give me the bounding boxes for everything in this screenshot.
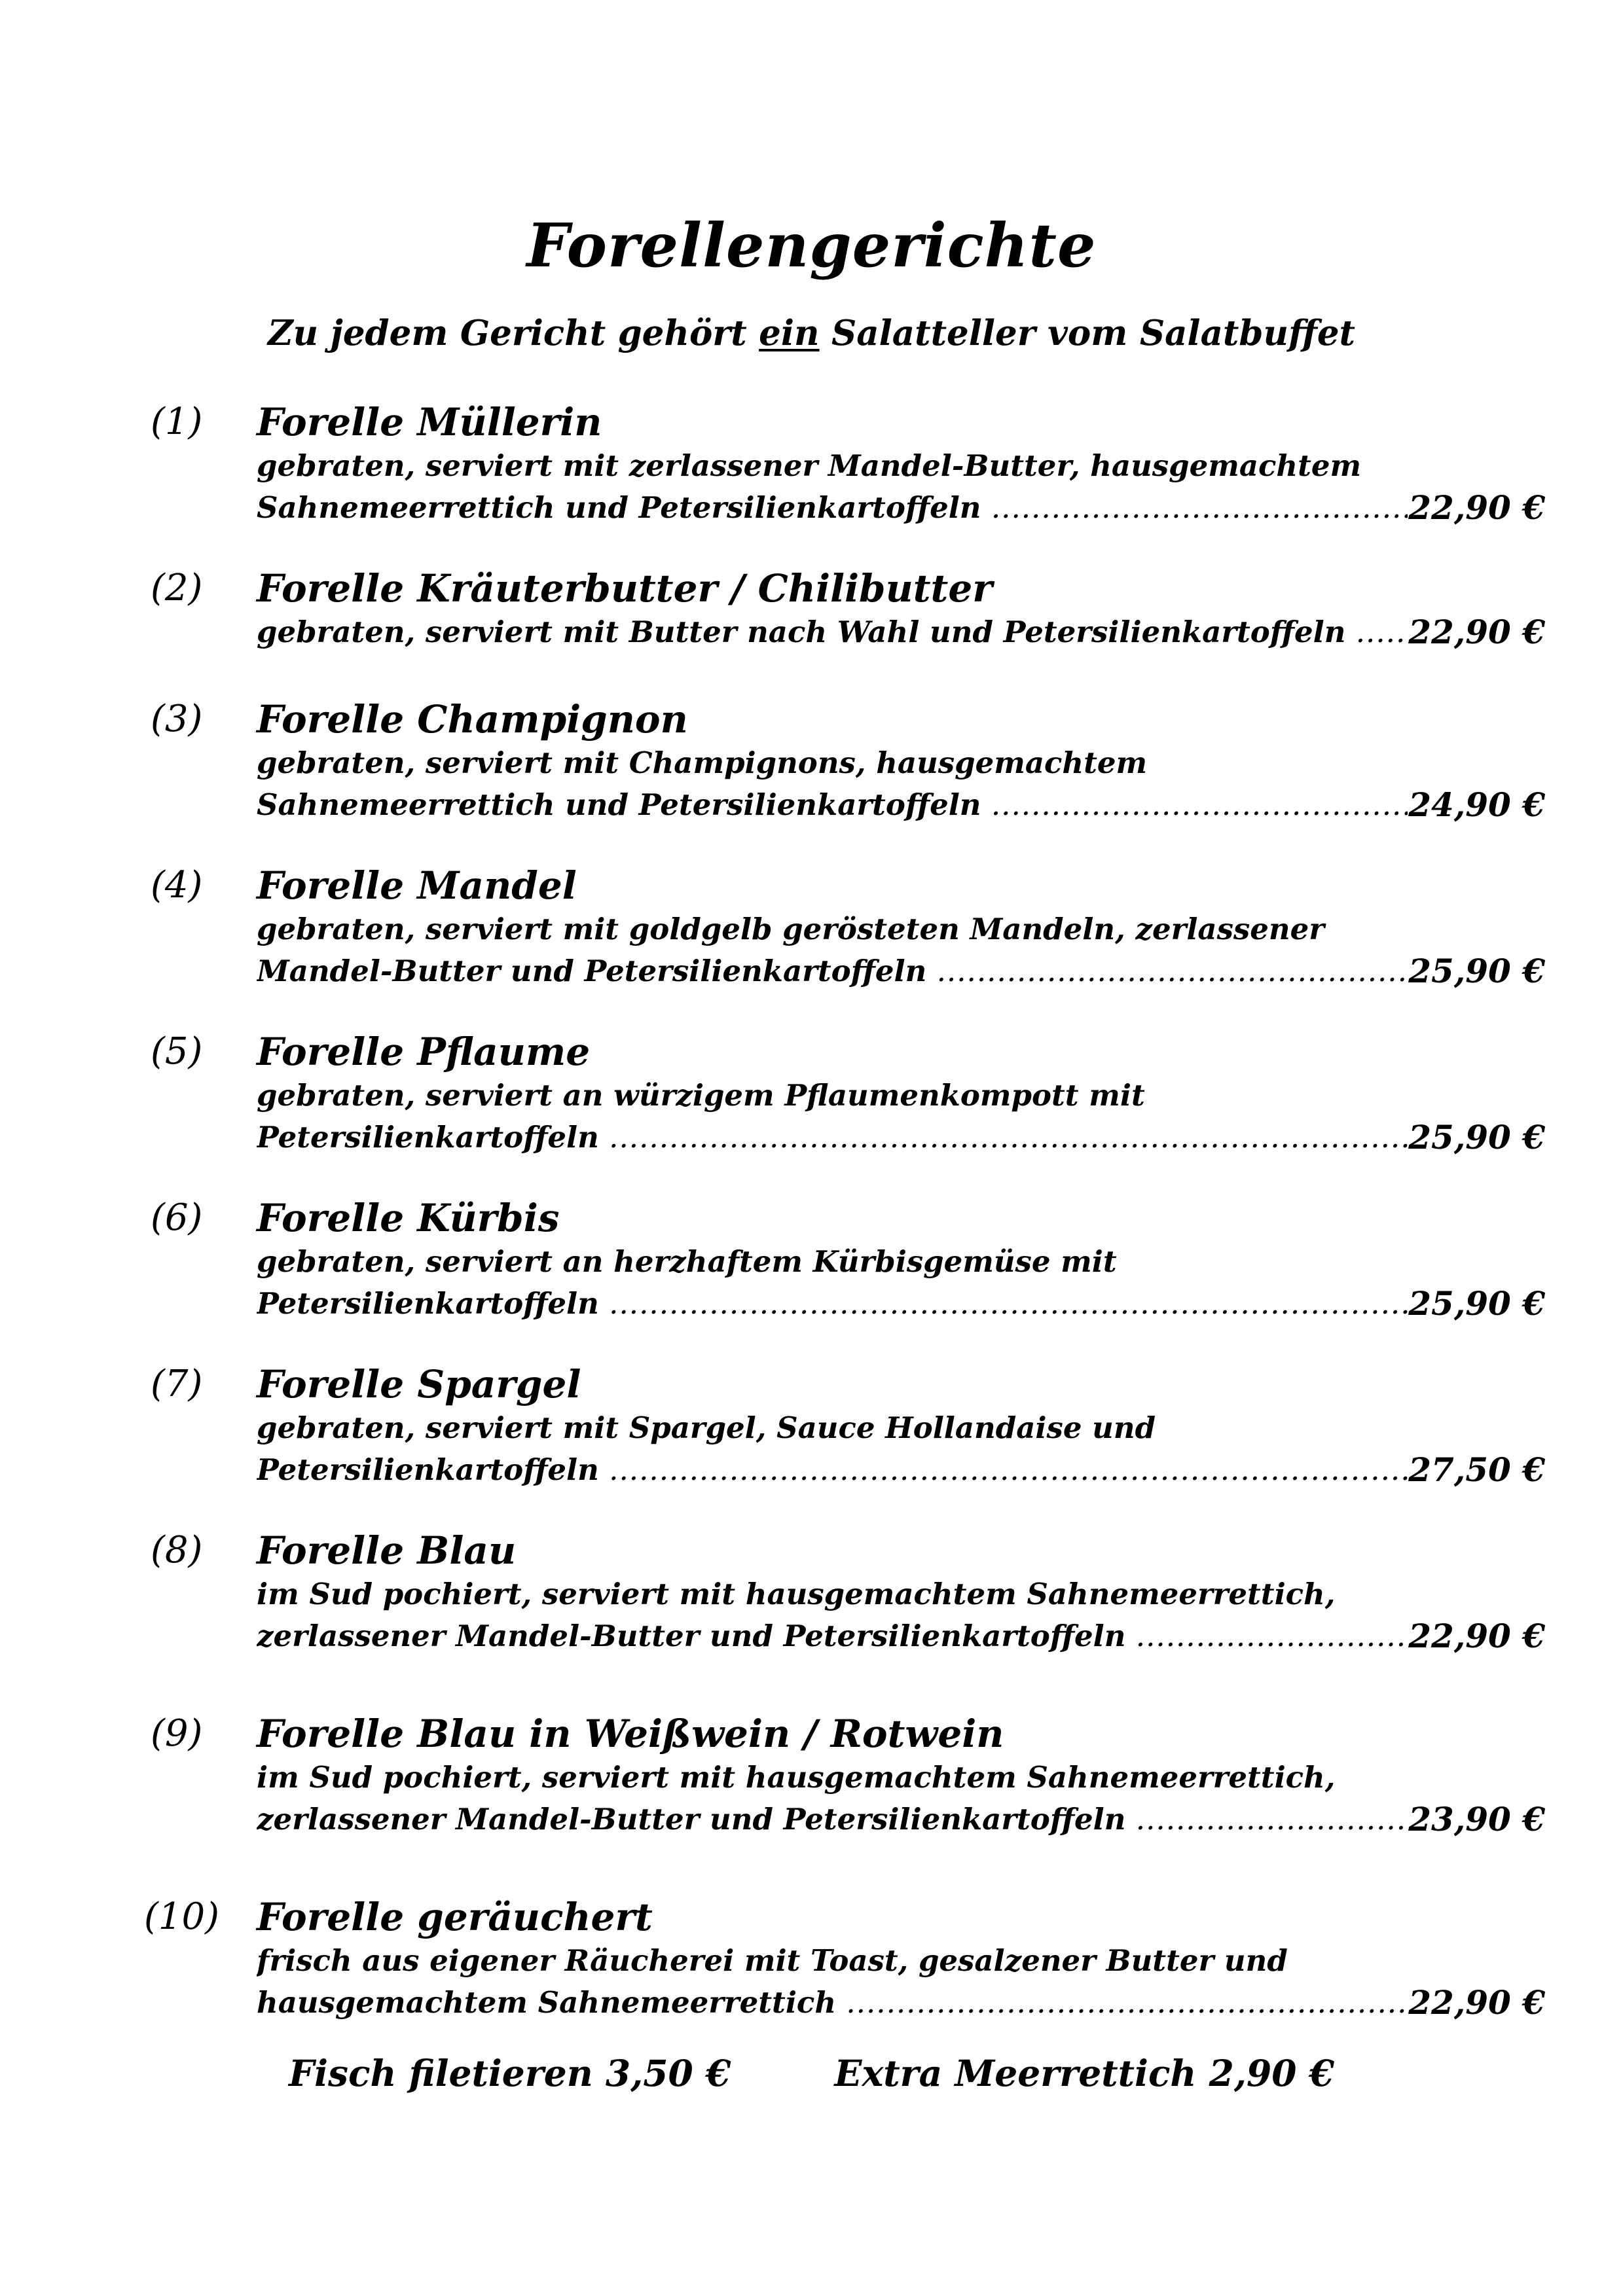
item-price: 27,50 € <box>1408 1449 1545 1491</box>
item-description-line: zerlassener Mandel-Butter und Petersilienkartoffeln ..... <box>257 1615 1409 1657</box>
item-price: 22,90 € <box>1408 611 1545 653</box>
item-description-line: hausgemachtem Sahnemeerrettich ..... <box>257 1982 1409 2024</box>
page-title: Forellengerichte <box>526 210 1097 281</box>
item-description-line: gebraten, serviert mit zerlassener Mandel-Butter, hausgemachtem <box>257 448 1362 483</box>
menu-item <box>144 1888 1545 2054</box>
item-price: 25,90 € <box>1408 1283 1545 1325</box>
item-number: (8) <box>151 1529 203 1571</box>
item-number: (7) <box>151 1363 203 1405</box>
item-name: Forelle Champignon <box>257 697 688 742</box>
item-name: Forelle Pflaume <box>257 1030 591 1074</box>
menu-item <box>151 559 1545 690</box>
item-description-line: gebraten, serviert mit Butter nach Wahl und Petersilienkartoffeln ..... <box>257 611 1409 653</box>
horseradish-extra: Extra Meerrettich 2,90 € <box>834 2052 1334 2094</box>
item-description-line: im Sud pochiert, serviert mit hausgemachtem Sahnemeerrettich, <box>257 1760 1336 1795</box>
item-number: (5) <box>151 1030 203 1073</box>
menu-item <box>151 1355 1545 1521</box>
menu-item <box>151 1704 1545 1888</box>
menu-item <box>151 856 1545 1022</box>
item-description <box>257 1757 1409 1840</box>
item-number: (9) <box>151 1712 203 1755</box>
item-name: Forelle Blau <box>257 1528 517 1573</box>
item-description-line: Petersilienkartoffeln ..... <box>257 1449 1409 1491</box>
item-number: (1) <box>151 401 203 443</box>
subtitle-after: Salatteller vom Salatbuffet <box>831 313 1356 353</box>
item-description-line: Sahnemeerrettich und Petersilienkartoffeln ..... <box>257 784 1409 826</box>
item-description-line: frisch aus eigener Räucherei mit Toast, gesalzener Butter und <box>257 1943 1288 1978</box>
item-number: (10) <box>144 1895 219 1938</box>
item-price: 25,90 € <box>1408 950 1545 992</box>
item-price: 22,90 € <box>1408 1982 1545 2024</box>
item-number: (4) <box>151 864 203 906</box>
item-name: Forelle Blau in Weißwein / Rotwein <box>257 1712 1004 1756</box>
item-name: Forelle Müllerin <box>257 400 602 444</box>
menu-item <box>151 1189 1545 1355</box>
subtitle-before: Zu jedem Gericht gehört <box>267 313 747 353</box>
item-description-line: zerlassener Mandel-Butter und Petersilienkartoffeln ..... <box>257 1799 1409 1840</box>
item-name: Forelle Kräuterbutter / Chilibutter <box>257 566 993 611</box>
item-description <box>257 1573 1409 1657</box>
menu-item <box>151 690 1545 856</box>
item-name: Forelle Spargel <box>257 1362 581 1407</box>
item-number: (6) <box>151 1196 203 1239</box>
item-price: 23,90 € <box>1408 1799 1545 1840</box>
item-description <box>257 1241 1409 1325</box>
item-description <box>257 1940 1409 2024</box>
menu-item <box>151 393 1545 559</box>
menu-item <box>151 1022 1545 1189</box>
item-description-line: Sahnemeerrettich und Petersilienkartoffeln ..... <box>257 487 1409 529</box>
item-name: Forelle geräuchert <box>257 1895 653 1939</box>
item-description-line: Petersilienkartoffeln ..... <box>257 1283 1409 1325</box>
fillet-extra: Fisch filetieren 3,50 € <box>289 2052 731 2094</box>
item-price: 22,90 € <box>1408 487 1545 529</box>
subtitle-underlined: ein <box>759 313 820 353</box>
item-description-line: Petersilienkartoffeln ..... <box>257 1117 1409 1158</box>
item-description <box>257 445 1409 529</box>
item-description-line: Mandel-Butter und Petersilienkartoffeln ..... <box>257 950 1409 992</box>
item-price: 22,90 € <box>1408 1615 1545 1657</box>
item-price: 25,90 € <box>1408 1117 1545 1158</box>
item-name: Forelle Kürbis <box>257 1196 560 1240</box>
item-price: 24,90 € <box>1408 784 1545 826</box>
item-description <box>257 742 1409 826</box>
footer-extras <box>0 2052 1623 2095</box>
menu-list <box>144 393 1545 2054</box>
item-description <box>257 1075 1409 1158</box>
item-description <box>257 611 1409 653</box>
subtitle <box>0 313 1623 355</box>
item-description-line: gebraten, serviert an herzhaftem Kürbisgemüse mit <box>257 1244 1117 1279</box>
item-number: (2) <box>151 567 203 609</box>
item-description-line: gebraten, serviert mit Champignons, hausgemachtem <box>257 745 1148 780</box>
item-description-line: gebraten, serviert mit goldgelb gerösteten Mandeln, zerlassener <box>257 912 1324 946</box>
item-description-line: gebraten, serviert an würzigem Pflaumenkompott mit <box>257 1078 1145 1113</box>
menu-item <box>151 1521 1545 1704</box>
item-description-line: gebraten, serviert mit Spargel, Sauce Hollandaise und <box>257 1410 1156 1445</box>
item-number: (3) <box>151 698 203 740</box>
item-description-line: im Sud pochiert, serviert mit hausgemachtem Sahnemeerrettich, <box>257 1577 1336 1611</box>
item-description <box>257 908 1409 992</box>
item-name: Forelle Mandel <box>257 863 577 908</box>
item-description <box>257 1407 1409 1491</box>
